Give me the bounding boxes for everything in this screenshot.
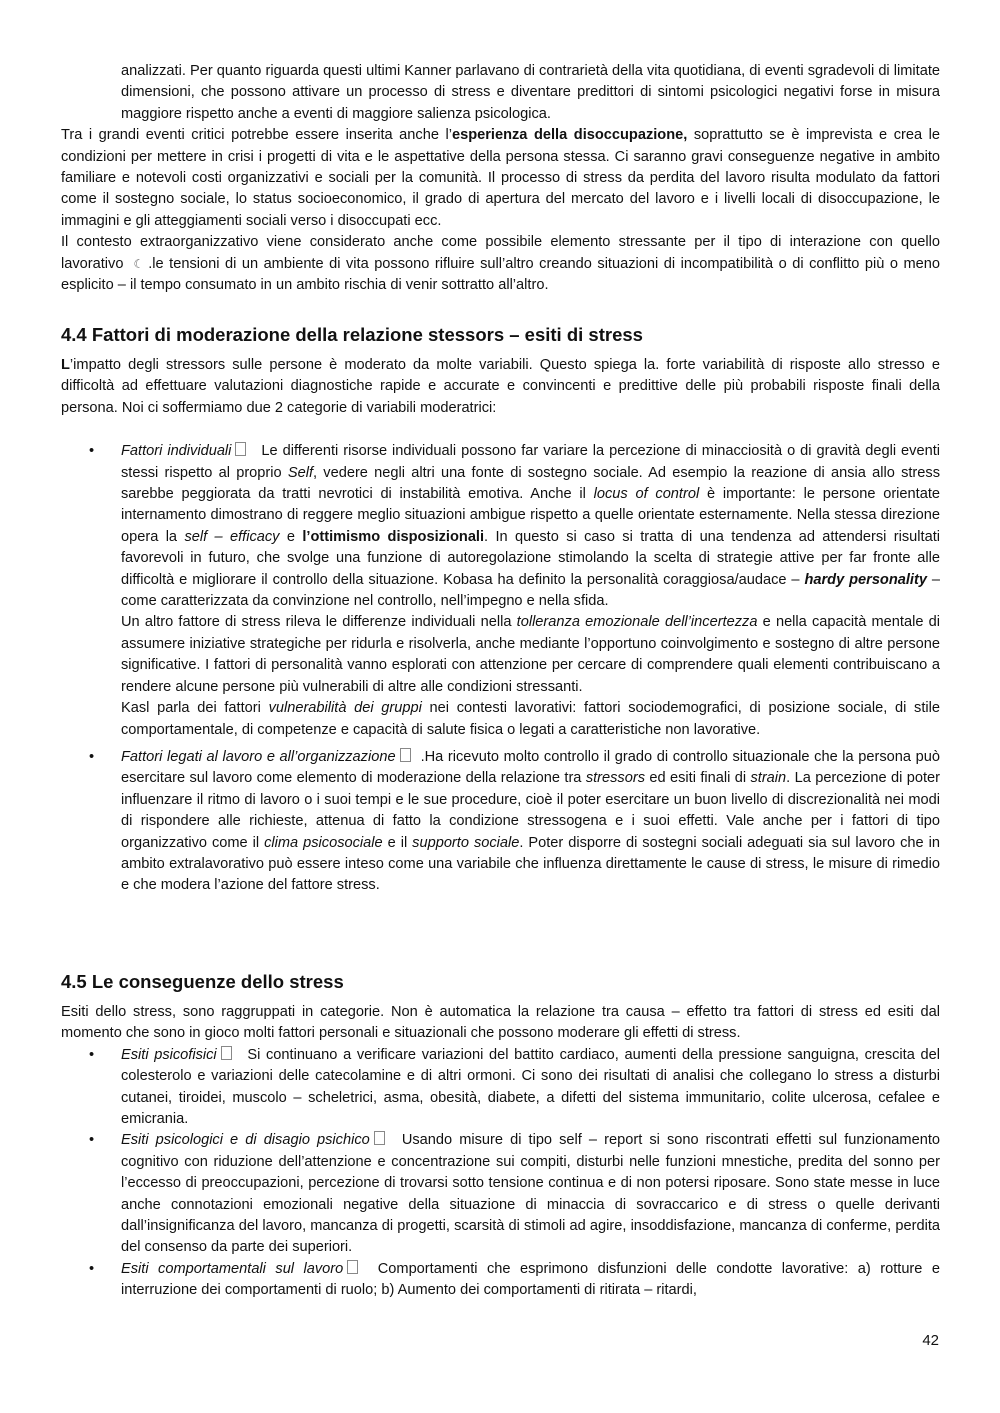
item-title: Fattori legati al lavoro e all’organizzazione	[121, 748, 396, 765]
missing-glyph-icon	[400, 748, 411, 762]
item-title: Esiti comportamentali sul lavoro	[121, 1260, 344, 1277]
section-4-5-intro: Esiti dello stress, sono raggruppati in categorie. Non è automatica la relazione tra causa – effetto tra fattori di stress ed esiti dal momento che sono in gioco molti fattori personali e situazionali che possono moderare gli effetti di stress.	[61, 1004, 940, 1042]
missing-glyph-icon	[374, 1131, 385, 1145]
list-item: • Fattori legati al lavoro e all’organizzazione .Ha ricevuto molto controllo il grado di controllo situazionale che la persona può esercitare sul lavoro come elemento di moderazione della relazione tra stressors ed esiti finali di strain. La percezione di poter influenzare il ritmo di lavoro o i suoi tempi e le sue procedure, cioè il poter esercitare un buon livello di discrezionalità nei modi di rispondere alle richieste, attenua di fatto la condizione stressogena e i suoi effetti. Vale anche per i fattori di tipo organizzativo come il clima psicosociale e il supporto sociale. Poter disporre di sostegni sociali adeguati sia sul lavoro che in ambito extralavorativo può essere inteso come una variabile che influenza direttamente le cause di stress, le misure di rimedio e che modera l’azione del fattore stress.	[89, 748, 940, 894]
bullet-icon: •	[89, 1260, 95, 1277]
page-number: 42	[922, 1332, 939, 1349]
list-item: • Fattori individuali Le differenti risorse individuali possono far variare la percezione di minacciosità o di gravità degli eventi stessi rispetto al proprio Self, vedere negli altri una fonte di sostegno sociale. Ad esempio la reazione di ansia allo stress sarebbe peggiorata da tratti nevrotici di instabilità emotiva. Anche il locus of control è importante: le persone orientate internamento dimostrano di reggere meglio situazioni ambigue rispetto a quelle orientate esternamente. Nella stessa direzione opera la self – efficacy e l’ottimismo disposizionali. In questo si caso si tratta di una tendenza ad attendersi risultati favorevoli in futuro, che svolge una funzione di autoregolazione stimolando la scelta di strategie attive per far fronte alle difficoltà e migliorare il controllo della situazione. Kobasa ha definito la personalità coraggiosa/audace – hardy personality – come caratterizzata da convinzione nel controllo, nell’impegno e nella sfida. Un altro fattore di stress rileva le differenze individuali nella tolleranza emozionale dell’incertezza e nella capacità mentale di assumere iniziative strategiche per ridurla e risolverla, anche mediante l’opportuno coinvolgimento e sostegno di altre persone significative. I fattori di personalità vanno esplorati con attenzione per cercare di comprendere quali elementi contribuiscano a rendere alcune persone più vulnerabili di altre alle condizioni stressanti. Kasl parla dei fattori vulnerabilità dei gruppi nei contesti lavorativi: fattori sociodemografici, di posizione sociale, di stile comportamentale, di competenze e capacità di salute fisica o legati a caratteristiche non lavorative.	[89, 443, 941, 738]
continued-paragraph: analizzati. Per quanto riguarda questi ultimi Kanner parlavano di contrarietà della vita quotidiana, di eventi sgradevoli di limitate dimensioni, che possono attivare un processo di stress e diventare predittori di sintomi psicologici negativi forse in misura maggiore rispetto anche a eventi di maggiore salienza psicologica.	[121, 63, 940, 122]
consequences-list	[61, 1045, 940, 1302]
bullet-icon: •	[89, 748, 95, 765]
bold-esperienza-disoccupazione: esperienza della disoccupazione,	[451, 127, 688, 144]
bullet-icon: •	[89, 1132, 95, 1149]
item-title: Fattori individuali	[121, 443, 232, 460]
bullet-icon: •	[89, 1046, 95, 1063]
top-section	[61, 61, 940, 296]
paragraph-disoccupazione: Tra i grandi eventi critici potrebbe essere inserita anche l’esperienza della disoccupazione, soprattutto se è imprevista e crea le condizioni per mettere in crisi i progetti di vita e le aspettative della persona stessa. Ci saranno gravi conseguenze negative in ambito familiare e notevoli costi organizzativi e sociali per la comunità. Il processo di stress da perdita del lavoro risulta modulato da fattori come il sostegno sociale, lo status socioeconomico, il grado di apertura del mercato del lavoro e i livelli locali di disoccupazione, le immagini e gli atteggiamenti sociali verso i disoccupati ecc.	[61, 127, 940, 229]
item-title: Esiti psicofisici	[121, 1046, 217, 1063]
section-title-4-4: 4.4 Fattori di moderazione della relazione stessors – esiti di stress	[61, 324, 643, 345]
section-4-4	[61, 323, 940, 897]
section-title-4-5: 4.5 Le conseguenze dello stress	[61, 971, 344, 992]
bullet-icon: •	[89, 443, 95, 460]
list-item: • Esiti psicofisici Si continuano a verificare variazioni del battito cardiaco, aumenti della pressione sanguigna, crescita del colesterolo e variazioni delle catecolamine e di altri ormoni. Ci sono dei risultati di analisi che collegano lo stress a disturbi cutanei, tiroidei, muscolo – scheletrici, asma, obesità, diabete, a difetti del sistema immunitario, colite ulcerosa, cefalee e emicrania.	[89, 1046, 940, 1128]
missing-glyph-icon	[235, 442, 246, 456]
crescent-moon-icon: ☾	[133, 256, 145, 271]
paragraph-extraorganizzativo: Il contesto extraorganizzativo viene considerato anche come possibile elemento stressante per il tipo di interazione con quello lavorativo ☾ .le tensioni di un ambiente di vita possono rifluire sull’altro creando situazioni di incompatibilità o di conflitto più o meno esplicito – il tempo consumato in un ambito rischia di venir sottratto all’altro.	[61, 234, 940, 294]
missing-glyph-icon	[347, 1260, 358, 1274]
list-item: • Esiti psicologici e di disagio psichico Usando misure di tipo self – report si sono riscontrati effetti sul funzionamento cognitivo con riduzione dell’attenzione e concentrazione sui compiti, disturbi nelle funzioni mnestiche, predita del sonno per l’eccesso di preoccupazioni, percezione di trovarsi sotto tensione continua e di non potersi riposare. Sono state messe in luce anche connotazioni emozionali negative della situazione di minaccia di sovraccarico e di stress o quelle derivanti dall’insignificanza del lavoro, mancanza di progetti, scarsità di stimoli ad agire, insoddisfazione, mancanza di conferme, perdita del consenso da parte dei superiori.	[89, 1132, 940, 1256]
moderators-list	[61, 441, 940, 897]
section-4-5	[61, 970, 940, 1302]
missing-glyph-icon	[221, 1046, 232, 1060]
item-title: Esiti psicologici e di disagio psichico	[121, 1132, 370, 1149]
section-4-4-intro: L’impatto degli stressors sulle persone è moderato da molte variabili. Questo spiega la. forte variabilità di risposte allo stresso e difficoltà ad effettuare valutazioni diagnostiche rapide e accurate e convincenti e predittive delle più probabili risposte finali della persona. Noi ci soffermiamo due 2 categorie di variabili moderatrici:	[61, 357, 940, 416]
list-item: • Esiti comportamentali sul lavoro Comportamenti che esprimono disfunzioni delle condotte lavorative: a) rotture e interruzione dei comportamenti di ruolo; b) Aumento dei comportamenti di ritirata – ritardi,	[89, 1260, 941, 1299]
